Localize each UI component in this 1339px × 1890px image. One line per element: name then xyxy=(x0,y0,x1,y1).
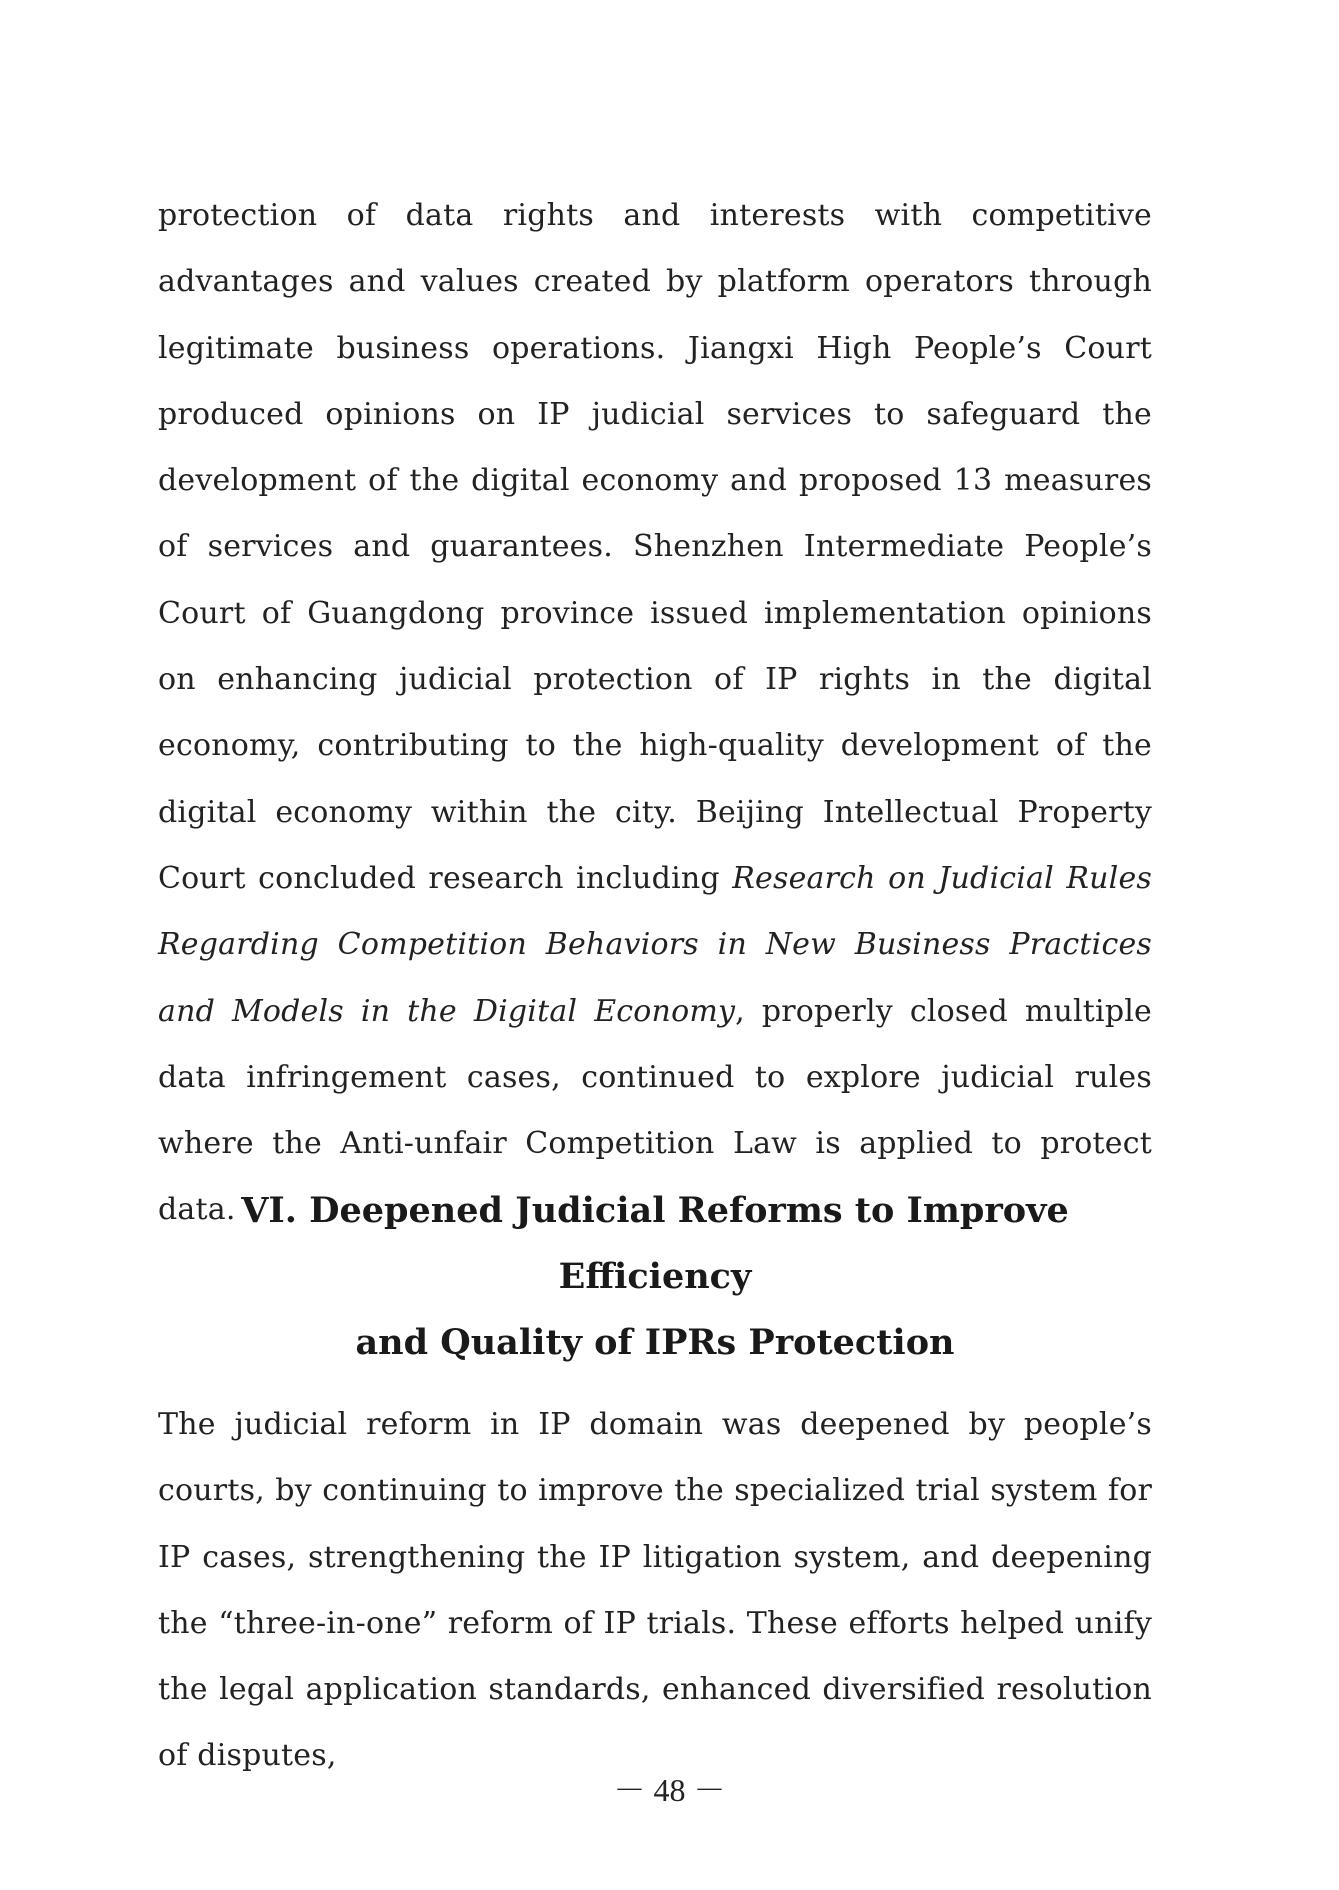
paragraph-text xyxy=(158,183,1152,1244)
section-heading-line-1: VI. Deepened Judicial Reforms to Improve Efficiency xyxy=(241,1190,1069,1297)
paragraph-text-part: protection of data rights and interests with competitive advantages and values created by platform operators through legitimate business operations. Jiangxi High People’s Court produced opinions on IP judicial services to safeguard the development of the digital economy and proposed 13 measures of services and guarantees. Shenzhen Intermediate People’s Court of Guangdong province issued implementation opinions on enhancing judicial protection of IP rights in the digital economy, contributing to the high-quality development of the digital economy within the city. Beijing Intellectual Property Court concluded research including xyxy=(158,198,1152,896)
page-number: － 48 － xyxy=(613,1772,726,1808)
section-heading-line-2: and Quality of IPRs Protection xyxy=(355,1322,955,1363)
paragraph-text: The judicial reform in IP domain was deepened by people’s courts, by continuing to improve the specialized trial system for IP cases, strengthening the IP litigation system, and deepening the “three-in-one” reform of IP trials. These efforts helped unify the legal application standards, enhanced diversified resolution of disputes, xyxy=(158,1407,1152,1774)
body-paragraph-2 xyxy=(158,1392,1152,1790)
section-heading xyxy=(158,1178,1152,1376)
paragraph-text-part: , properly closed multiple data infringement cases, continued to explore judicial rules where the Anti-unfair Competition Law is applied to protect data. xyxy=(158,993,1152,1228)
body-paragraph-1 xyxy=(158,183,1152,1244)
italic-report-title: Research on Judicial Rules Regarding Competition Behaviors in New Business Practices and Models in the Digital Economy xyxy=(158,860,1152,1029)
